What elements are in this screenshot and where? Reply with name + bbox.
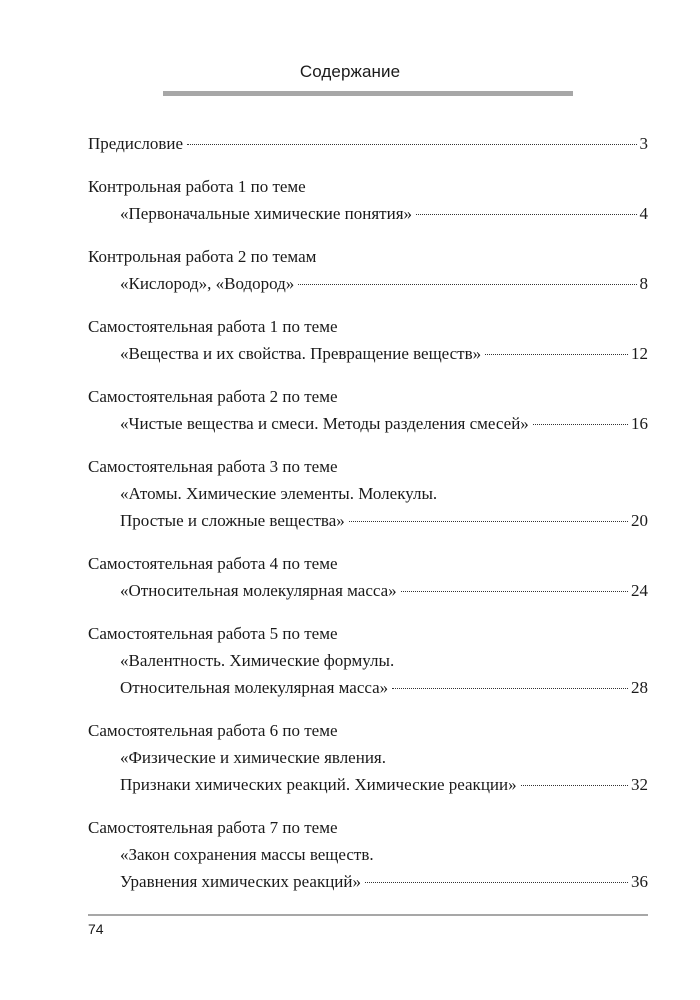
toc-entry-subtitle	[88, 841, 648, 868]
toc-entry-heading	[88, 173, 648, 200]
toc-page-number: 36	[631, 872, 648, 891]
toc-page-number: 4	[639, 204, 648, 223]
toc-entry-text: Простые и сложные вещества»	[120, 511, 345, 530]
toc-entry-text: Самостоятельная работа 4 по теме	[88, 554, 338, 573]
dot-leader	[485, 354, 628, 355]
toc-entry	[88, 453, 648, 534]
toc-page-number: 24	[631, 581, 648, 600]
toc-entry-text: Самостоятельная работа 2 по теме	[88, 387, 338, 406]
toc-entry	[88, 313, 648, 367]
page-number: 74	[88, 921, 104, 937]
toc-entry-subtitle	[88, 480, 648, 507]
dot-leader	[401, 591, 628, 592]
toc-entry-text: Контрольная работа 1 по теме	[88, 177, 306, 196]
toc-page-number: 16	[631, 414, 648, 433]
dot-leader	[533, 424, 628, 425]
toc-entry-text: Самостоятельная работа 1 по теме	[88, 317, 338, 336]
toc-entry-heading	[88, 717, 648, 744]
dot-leader	[298, 284, 636, 285]
toc-entry-subtitle	[88, 200, 648, 227]
toc-page-number: 20	[631, 511, 648, 530]
toc-entry-text: Признаки химических реакций. Химические реакции»	[120, 775, 517, 794]
toc-entry-subtitle	[88, 410, 648, 437]
toc-entry-text: Самостоятельная работа 7 по теме	[88, 818, 338, 837]
toc-entry	[88, 243, 648, 297]
toc-entry-text: «Вещества и их свойства. Превращение веществ»	[120, 344, 482, 363]
toc-entry	[88, 173, 648, 227]
toc-entry-subtitle	[88, 647, 648, 674]
toc-entry	[88, 814, 648, 895]
toc-entry-text: Самостоятельная работа 6 по теме	[88, 721, 338, 740]
toc-entry-text: «Чистые вещества и смеси. Методы разделения смесей»	[120, 414, 529, 433]
toc-entry-text: Самостоятельная работа 5 по теме	[88, 624, 338, 643]
toc-entry-subtitle	[88, 270, 648, 297]
toc-entry	[88, 620, 648, 701]
toc-entry-heading	[88, 383, 648, 410]
footer-divider	[88, 914, 648, 916]
toc-entry-text: Относительная молекулярная масса»	[120, 678, 389, 697]
toc-entry	[88, 383, 648, 437]
toc-page-number: 12	[631, 344, 648, 363]
toc-entry-text: «Первоначальные химические понятия»	[120, 204, 413, 223]
toc-entry-subtitle	[88, 507, 648, 534]
toc-entry-heading	[88, 814, 648, 841]
toc-page-number: 32	[631, 775, 648, 794]
toc-entry-text: «Физические и химические явления.	[120, 748, 386, 767]
dot-leader	[187, 144, 636, 145]
table-of-contents	[88, 130, 648, 911]
toc-entry-subtitle	[88, 744, 648, 771]
toc-entry-heading	[88, 453, 648, 480]
dot-leader	[416, 214, 636, 215]
toc-entry-text: Контрольная работа 2 по темам	[88, 247, 317, 266]
toc-page-number: 8	[639, 274, 648, 293]
toc-entry-text: Предисловие	[88, 134, 184, 153]
dot-leader	[365, 882, 628, 883]
toc-entry-heading	[88, 130, 648, 157]
dot-leader	[349, 521, 628, 522]
toc-entry-subtitle	[88, 340, 648, 367]
toc-entry-text: Самостоятельная работа 3 по теме	[88, 457, 338, 476]
toc-entry-heading	[88, 243, 648, 270]
toc-entry-subtitle	[88, 771, 648, 798]
toc-page-number: 3	[639, 134, 648, 153]
toc-entry-text: «Валентность. Химические формулы.	[120, 651, 395, 670]
toc-entry	[88, 130, 648, 157]
toc-entry-subtitle	[88, 868, 648, 895]
dot-leader	[392, 688, 628, 689]
toc-entry-text: «Кислород», «Водород»	[120, 274, 295, 293]
dot-leader	[521, 785, 628, 786]
toc-entry	[88, 717, 648, 798]
toc-entry-text: Уравнения химических реакций»	[120, 872, 361, 891]
toc-entry-text: «Относительная молекулярная масса»	[120, 581, 397, 600]
toc-entry-text: «Закон сохранения массы веществ.	[120, 845, 374, 864]
toc-entry-subtitle	[88, 577, 648, 604]
toc-entry	[88, 550, 648, 604]
toc-entry-heading	[88, 313, 648, 340]
page-title: Содержание	[299, 62, 401, 81]
toc-entry-heading	[88, 550, 648, 577]
toc-page-number: 28	[631, 678, 648, 697]
title-divider	[163, 91, 573, 96]
toc-entry-heading	[88, 620, 648, 647]
toc-entry-text: «Атомы. Химические элементы. Молекулы.	[120, 484, 438, 503]
toc-entry-subtitle	[88, 674, 648, 701]
